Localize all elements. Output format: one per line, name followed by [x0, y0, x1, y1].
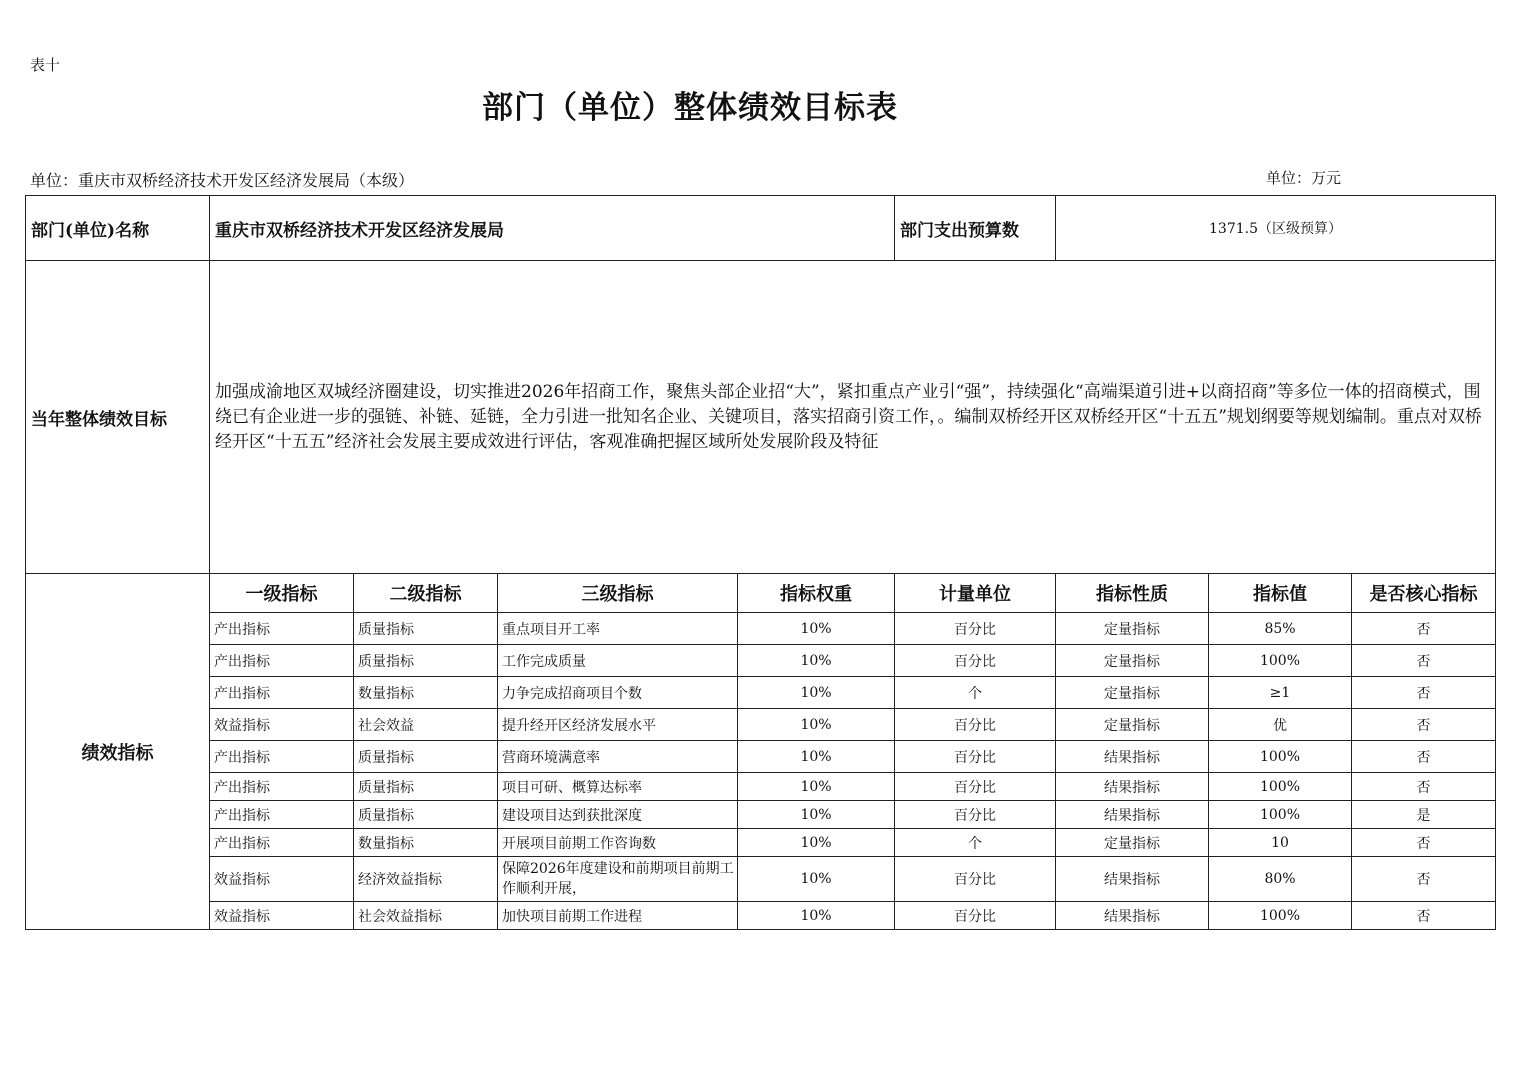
indicator-cell: 质量指标 [354, 741, 498, 773]
column-header: 指标值 [1209, 574, 1352, 613]
indicator-cell: 100% [1209, 902, 1352, 930]
indicator-cell: 产出指标 [210, 677, 354, 709]
indicator-row [26, 857, 1496, 902]
indicator-cell: 产出指标 [210, 741, 354, 773]
indicator-cell: 百分比 [895, 709, 1056, 741]
indicator-cell: 重点项目开工率 [498, 613, 738, 645]
column-header: 三级指标 [498, 574, 738, 613]
indicator-cell: 10% [738, 677, 895, 709]
indicator-cell: 10% [738, 801, 895, 829]
indicator-cell: 开展项目前期工作咨询数 [498, 829, 738, 857]
indicator-cell: 个 [895, 677, 1056, 709]
indicator-cell: 效益指标 [210, 857, 354, 902]
indicator-cell: 80% [1209, 857, 1352, 902]
indicator-row [26, 677, 1496, 709]
indicator-cell: 效益指标 [210, 902, 354, 930]
table-label: 表十 [30, 56, 61, 74]
indicator-cell: 社会效益指标 [354, 902, 498, 930]
indicator-cell: 质量指标 [354, 645, 498, 677]
indicator-row [26, 902, 1496, 930]
indicator-cell: 10% [738, 741, 895, 773]
indicator-row [26, 801, 1496, 829]
indicator-cell: 个 [895, 829, 1056, 857]
indicator-cell: 10 [1209, 829, 1352, 857]
indicator-cell: 质量指标 [354, 773, 498, 801]
indicator-cell: 否 [1352, 741, 1496, 773]
indicator-cell: 产出指标 [210, 801, 354, 829]
indicators-label: 绩效指标 [26, 574, 210, 930]
indicator-cell: 否 [1352, 829, 1496, 857]
indicator-cell: 100% [1209, 741, 1352, 773]
indicator-cell: 效益指标 [210, 709, 354, 741]
indicator-cell: 产出指标 [210, 829, 354, 857]
unit-currency: 单位：万元 [1266, 169, 1342, 187]
indicator-cell: 是 [1352, 801, 1496, 829]
indicator-cell: 营商环境满意率 [498, 741, 738, 773]
indicator-cell: 加快项目前期工作进程 [498, 902, 738, 930]
indicator-cell: 产出指标 [210, 773, 354, 801]
indicator-cell: 结果指标 [1056, 857, 1209, 902]
indicator-cell: 定量指标 [1056, 613, 1209, 645]
budget-label: 部门支出预算数 [895, 196, 1056, 261]
indicator-row [26, 773, 1496, 801]
indicator-cell: 数量指标 [354, 677, 498, 709]
indicator-cell: 10% [738, 773, 895, 801]
indicator-cell: 经济效益指标 [354, 857, 498, 902]
indicator-cell: 100% [1209, 801, 1352, 829]
indicator-cell: 否 [1352, 645, 1496, 677]
indicator-cell: 10% [738, 902, 895, 930]
column-header: 二级指标 [354, 574, 498, 613]
indicator-cell: 100% [1209, 645, 1352, 677]
indicator-cell: 定量指标 [1056, 829, 1209, 857]
indicator-cell: ≥1 [1209, 677, 1352, 709]
indicator-cell: 10% [738, 857, 895, 902]
column-header: 指标权重 [738, 574, 895, 613]
indicator-cell: 百分比 [895, 613, 1056, 645]
indicator-header-row [26, 574, 1496, 613]
indicator-cell: 否 [1352, 773, 1496, 801]
indicator-cell: 建设项目达到获批深度 [498, 801, 738, 829]
indicator-cell: 百分比 [895, 741, 1056, 773]
indicator-cell: 10% [738, 829, 895, 857]
indicator-cell: 定量指标 [1056, 677, 1209, 709]
indicator-row [26, 829, 1496, 857]
indicator-cell: 百分比 [895, 902, 1056, 930]
column-header: 一级指标 [210, 574, 354, 613]
column-header: 计量单位 [895, 574, 1056, 613]
indicator-cell: 优 [1209, 709, 1352, 741]
indicator-row [26, 709, 1496, 741]
indicator-cell: 质量指标 [354, 801, 498, 829]
indicator-cell: 100% [1209, 773, 1352, 801]
indicator-cell: 结果指标 [1056, 902, 1209, 930]
indicator-cell: 定量指标 [1056, 645, 1209, 677]
indicator-cell: 结果指标 [1056, 773, 1209, 801]
unit-organization: 单位：重庆市双桥经济技术开发区经济发展局（本级） [30, 171, 415, 190]
indicator-cell: 社会效益 [354, 709, 498, 741]
indicator-cell: 项目可研、概算达标率 [498, 773, 738, 801]
indicator-cell: 产出指标 [210, 613, 354, 645]
indicator-cell: 力争完成招商项目个数 [498, 677, 738, 709]
indicator-cell: 结果指标 [1056, 801, 1209, 829]
indicator-row [26, 645, 1496, 677]
indicator-cell: 百分比 [895, 645, 1056, 677]
indicator-cell: 提升经开区经济发展水平 [498, 709, 738, 741]
performance-target-table [25, 195, 1496, 930]
indicator-cell: 10% [738, 709, 895, 741]
column-header: 是否核心指标 [1352, 574, 1496, 613]
annual-goal-text: 加强成渝地区双城经济圈建设，切实推进2026年招商工作，聚焦头部企业招“大”，紧扣重点产业引“强”，持续强化“高端渠道引进+以商招商”等多位一体的招商模式，围绕已有企业进一步的强链、补链、延链，全力引进一批知名企业、关键项目，落实招商引资工作，。编制双桥经开区双桥经开区“十五五”规划纲要等规划编制。重点对双桥经开区“十五五”经济社会发展主要成效进行评估，客观准确把握区域所处发展阶段及特征 [210, 261, 1496, 574]
indicator-cell: 否 [1352, 857, 1496, 902]
indicator-cell: 质量指标 [354, 613, 498, 645]
indicator-cell: 否 [1352, 902, 1496, 930]
indicator-cell: 百分比 [895, 773, 1056, 801]
indicator-cell: 10% [738, 613, 895, 645]
indicator-cell: 10% [738, 645, 895, 677]
indicator-cell: 工作完成质量 [498, 645, 738, 677]
indicator-row [26, 741, 1496, 773]
indicator-cell: 保障2026年度建设和前期项目前期工作顺利开展， [498, 857, 738, 902]
indicator-cell: 定量指标 [1056, 709, 1209, 741]
indicator-cell: 结果指标 [1056, 741, 1209, 773]
indicator-cell: 产出指标 [210, 645, 354, 677]
indicator-cell: 百分比 [895, 801, 1056, 829]
dept-name-value: 重庆市双桥经济技术开发区经济发展局 [210, 196, 895, 261]
column-header: 指标性质 [1056, 574, 1209, 613]
document-title: 部门（单位）整体绩效目标表 [482, 90, 898, 126]
indicator-cell: 否 [1352, 613, 1496, 645]
annual-goal-label: 当年整体绩效目标 [26, 261, 210, 574]
dept-name-label: 部门(单位)名称 [26, 196, 210, 261]
budget-value: 1371.5（区级预算） [1056, 196, 1496, 261]
indicator-cell: 85% [1209, 613, 1352, 645]
indicator-row [26, 613, 1496, 645]
indicator-cell: 否 [1352, 709, 1496, 741]
indicator-cell: 百分比 [895, 857, 1056, 902]
indicator-cell: 数量指标 [354, 829, 498, 857]
indicator-cell: 否 [1352, 677, 1496, 709]
